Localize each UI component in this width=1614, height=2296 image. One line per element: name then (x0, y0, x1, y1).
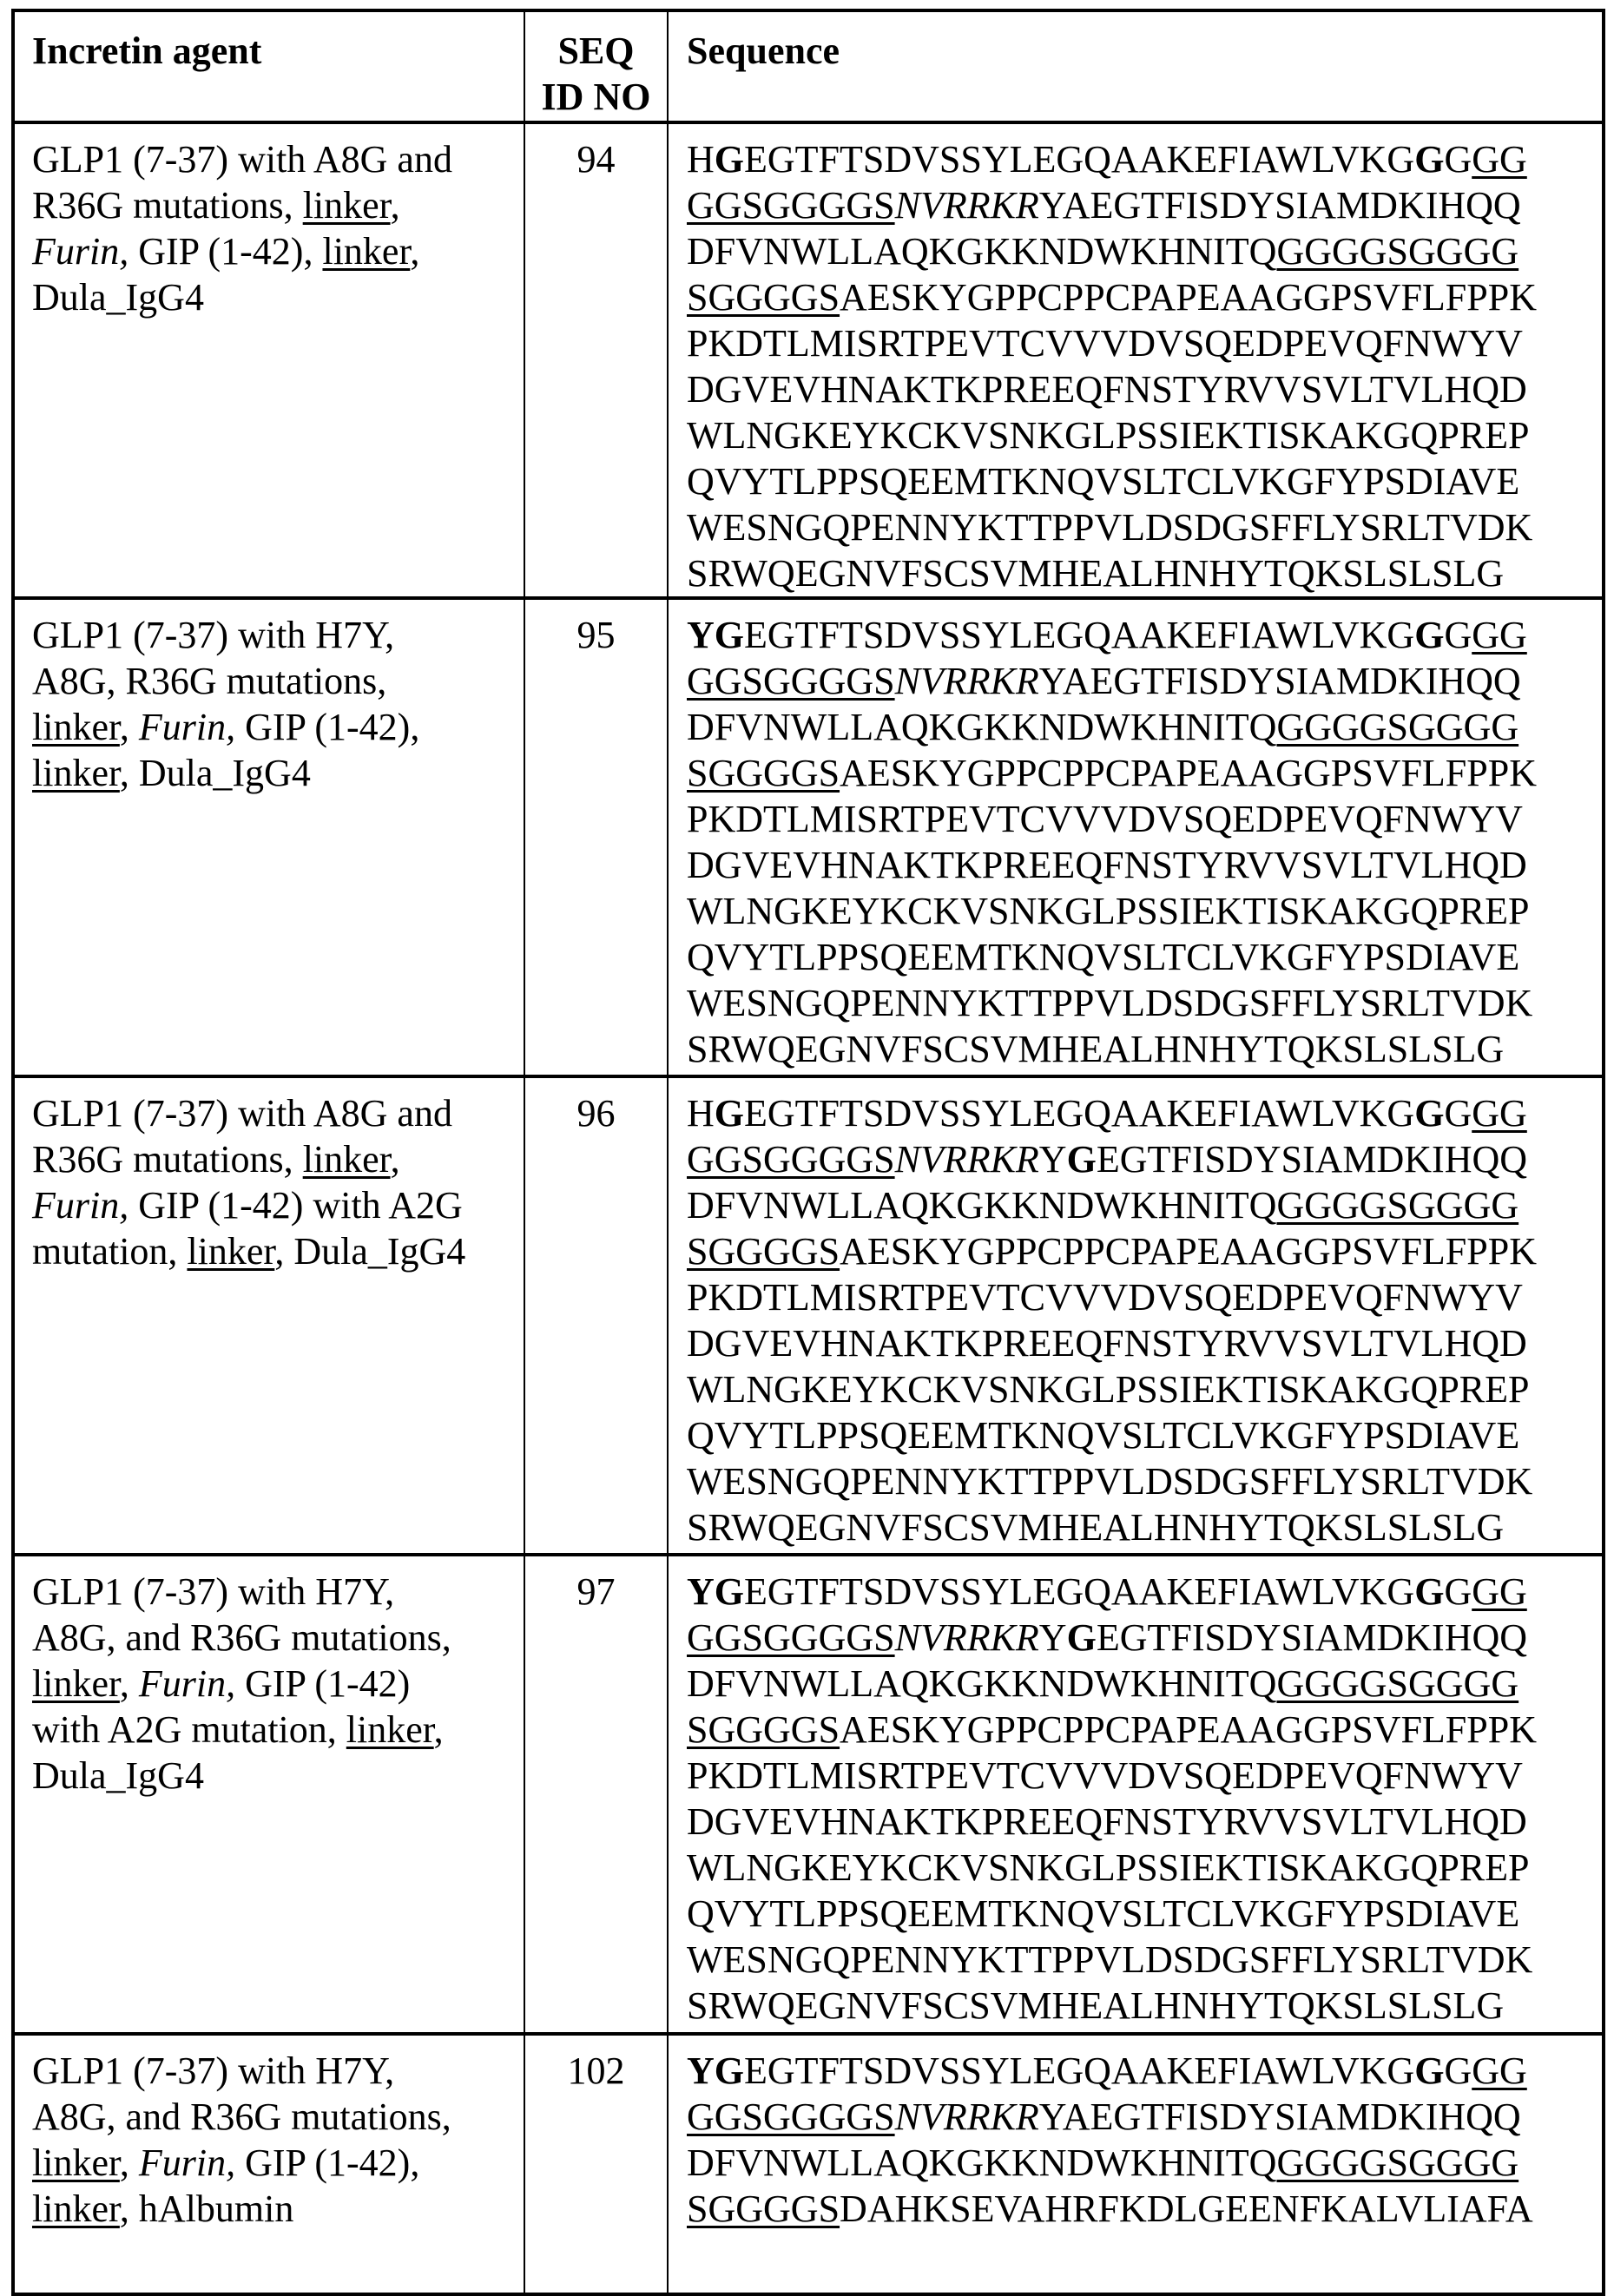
underlined-segment: GGGGSGGGG (1276, 1184, 1518, 1227)
agent-line (32, 136, 524, 182)
underlined-segment: linker (303, 184, 391, 227)
agent-line (32, 1707, 524, 1753)
underlined-segment: linker (187, 1230, 274, 1273)
bold-residue: G (1414, 138, 1444, 181)
text-segment: , (410, 230, 419, 273)
text-segment: GLP1 (7-37) with A8G and (32, 138, 452, 181)
italic-segment: NVRRKR (895, 2095, 1039, 2138)
sequence-line (687, 1891, 1602, 1937)
text-segment: GLP1 (7-37) with H7Y, (32, 2049, 394, 2092)
text-segment: QVYTLPPSQEEMTKNQVSLTCLVKGFYPSDIAVE (687, 1414, 1519, 1457)
bold-residue: G (1414, 1092, 1444, 1135)
underlined-segment: SGGGGS (687, 2187, 840, 2230)
text-segment: , (120, 2141, 139, 2184)
text-segment: , (391, 184, 400, 227)
text-segment: , (120, 706, 139, 748)
italic-segment: Furin, (32, 1184, 128, 1227)
underlined-segment: GGSGGGGS (687, 184, 895, 227)
agent-line (32, 1182, 524, 1228)
sequence-line (687, 888, 1602, 934)
text-segment: Y (1039, 1138, 1067, 1181)
sequence-line (687, 1458, 1602, 1504)
italic-segment: NVRRKR (895, 184, 1039, 227)
sequence-line (687, 1845, 1602, 1891)
text-segment: , Dula_IgG4 (120, 752, 311, 794)
sequence-line (687, 274, 1602, 320)
underlined-segment: linker (32, 1662, 120, 1705)
text-segment: WESNGQPENNYKTTPPVLDSDGSFFLYSRLTVDK (687, 982, 1532, 1024)
text-segment: , (391, 1138, 400, 1181)
text-segment: DFVNWLLAQKGKKNDWKHNITQ (687, 706, 1276, 748)
italic-segment: Furin, (139, 706, 235, 748)
sequence-line (687, 136, 1602, 182)
text-segment: DGVEVHNAKTKPREEQFNSTYRVVSVLTVLHQD (687, 844, 1527, 886)
sequence-cell (668, 122, 1604, 598)
sequence-line (687, 842, 1602, 888)
incretin-agent-cell (13, 1555, 524, 2034)
text-segment: WESNGQPENNYKTTPPVLDSDGSFFLYSRLTVDK (687, 1460, 1532, 1503)
text-segment: , Dula_IgG4 (274, 1230, 465, 1273)
underlined-segment: SGGGGS (687, 276, 840, 319)
header-seq-id (524, 10, 668, 122)
sequence-line (687, 1569, 1602, 1615)
seq-id-cell: 96 (524, 1076, 668, 1555)
text-segment: QVYTLPPSQEEMTKNQVSLTCLVKGFYPSDIAVE (687, 1892, 1519, 1935)
sequence-line (687, 1274, 1602, 1320)
bold-residue: G (1067, 1616, 1097, 1659)
text-segment: GIP (1-42) (235, 1662, 410, 1705)
sequence-line (687, 750, 1602, 796)
text-segment: G (1444, 614, 1472, 656)
text-segment: DGVEVHNAKTKPREEQFNSTYRVVSVLTVLHQD (687, 368, 1527, 411)
sequence-line (687, 658, 1602, 704)
underlined-segment: GGSGGGGS (687, 2095, 895, 2138)
sequence-line (687, 504, 1602, 550)
header-seq-id-line1: SEQ (525, 28, 667, 74)
agent-line (32, 704, 524, 750)
text-segment: H (687, 138, 715, 181)
sequence-line (687, 366, 1602, 412)
underlined-segment: GGSGGGGS (687, 660, 895, 702)
seq-id-cell: 97 (524, 1555, 668, 2034)
text-segment: EGTFTSDVSSYLEGQAAKEFIAWLVKG (744, 1092, 1414, 1135)
agent-line (32, 1228, 524, 1274)
sequence-line (687, 1799, 1602, 1845)
text-segment: WLNGKEYKCKVSNKGLPSSIEKTISKAKGQPREP (687, 1846, 1530, 1889)
underlined-segment: GGGGSGGGG (1276, 230, 1518, 273)
incretin-agent-cell (13, 122, 524, 598)
header-seq-id-line2: ID NO (525, 74, 667, 120)
text-segment: WLNGKEYKCKVSNKGLPSSIEKTISKAKGQPREP (687, 890, 1530, 932)
text-segment: EGTFTSDVSSYLEGQAAKEFIAWLVKG (744, 138, 1414, 181)
underlined-segment: linker (32, 706, 120, 748)
header-sequence: Sequence (668, 10, 1604, 122)
sequence-line (687, 1661, 1602, 1707)
sequence-line (687, 796, 1602, 842)
text-segment: DFVNWLLAQKGKKNDWKHNITQ (687, 2141, 1276, 2184)
bold-residue: YG (687, 2049, 744, 2092)
agent-line (32, 2048, 524, 2094)
sequence-line (687, 1136, 1602, 1182)
text-segment: GLP1 (7-37) with A8G and (32, 1092, 452, 1135)
sequence-cell (668, 1076, 1604, 1555)
agent-line (32, 1661, 524, 1707)
text-segment: DGVEVHNAKTKPREEQFNSTYRVVSVLTVLHQD (687, 1800, 1527, 1843)
text-segment: GLP1 (7-37) with H7Y, (32, 614, 394, 656)
underlined-segment: linker (346, 1708, 434, 1751)
text-segment: PKDTLMISRTPEVTCVVVDVSQEDPEVQFNWYV (687, 1276, 1523, 1319)
underlined-segment: linker (32, 2187, 120, 2230)
text-segment: PKDTLMISRTPEVTCVVVDVSQEDPEVQFNWYV (687, 322, 1523, 365)
agent-line (32, 750, 524, 796)
sequence-line (687, 934, 1602, 980)
agent-line (32, 182, 524, 228)
text-segment: , hAlbumin (120, 2187, 293, 2230)
sequence-line (687, 980, 1602, 1026)
sequence-line (687, 2186, 1602, 2232)
table-row (13, 2034, 1604, 2294)
table-row (13, 122, 1604, 598)
sequence-line (687, 2048, 1602, 2094)
sequence-line (687, 458, 1602, 504)
text-segment: A8G, R36G mutations, (32, 660, 386, 702)
sequence-line (687, 1983, 1602, 2029)
text-segment: R36G mutations, (32, 184, 303, 227)
text-segment: SRWQEGNVFSCSVMHEALHNHYTQKSLSLSLG (687, 1028, 1504, 1070)
text-segment: EGTFTSDVSSYLEGQAAKEFIAWLVKG (744, 614, 1414, 656)
underlined-segment: GG (1472, 1570, 1527, 1613)
text-segment: GIP (1-42), (235, 2141, 419, 2184)
underlined-segment: GG (1472, 138, 1527, 181)
text-segment: H (687, 1092, 715, 1135)
incretin-agent-cell (13, 598, 524, 1076)
seq-id-cell: 102 (524, 2034, 668, 2294)
italic-segment: NVRRKR (895, 660, 1039, 702)
text-segment: PKDTLMISRTPEVTCVVVDVSQEDPEVQFNWYV (687, 1754, 1523, 1797)
text-segment: with A2G mutation, (32, 1708, 346, 1751)
underlined-segment: GGGGSGGGG (1276, 2141, 1518, 2184)
text-segment: WESNGQPENNYKTTPPVLDSDGSFFLYSRLTVDK (687, 1938, 1532, 1981)
text-segment: Dula_IgG4 (32, 1754, 204, 1797)
header-incretin-agent: Incretin agent (13, 10, 524, 122)
sequence-cell (668, 1555, 1604, 2034)
seq-id-cell: 94 (524, 122, 668, 598)
bold-residue: YG (687, 614, 744, 656)
agent-line (32, 274, 524, 320)
header-row (13, 10, 1604, 122)
text-segment: Y (1039, 1616, 1067, 1659)
sequence-line (687, 1937, 1602, 1983)
agent-line (32, 1090, 524, 1136)
text-segment: , (434, 1708, 444, 1751)
text-segment: SRWQEGNVFSCSVMHEALHNHYTQKSLSLSLG (687, 1984, 1504, 2027)
text-segment: GIP (1-42), (128, 230, 322, 273)
table-row (13, 1076, 1604, 1555)
underlined-segment: GGSGGGGS (687, 1138, 895, 1181)
sequence-cell (668, 598, 1604, 1076)
underlined-segment: linker (322, 230, 410, 273)
underlined-segment: SGGGGS (687, 1230, 840, 1273)
sequence-line (687, 612, 1602, 658)
text-segment: R36G mutations, (32, 1138, 303, 1181)
bold-residue: YG (687, 1570, 744, 1613)
text-segment: YAEGTFISDYSIAMDKIHQQ (1039, 660, 1521, 702)
text-segment: GIP (1-42) with A2G (128, 1184, 463, 1227)
sequence-line (687, 2140, 1602, 2186)
sequence-line (687, 1707, 1602, 1753)
agent-line (32, 2140, 524, 2186)
table-row (13, 1555, 1604, 2034)
bold-residue: G (1414, 1570, 1444, 1613)
sequence-line (687, 1228, 1602, 1274)
text-segment: WLNGKEYKCKVSNKGLPSSIEKTISKAKGQPREP (687, 414, 1530, 457)
agent-line (32, 1615, 524, 1661)
underlined-segment: linker (32, 2141, 120, 2184)
text-segment: G (1444, 138, 1472, 181)
text-segment: QVYTLPPSQEEMTKNQVSLTCLVKGFYPSDIAVE (687, 460, 1519, 503)
bold-residue: G (1067, 1138, 1097, 1181)
bold-residue: G (715, 138, 744, 181)
underlined-segment: linker (303, 1138, 391, 1181)
underlined-segment: GGGGSGGGG (1276, 706, 1518, 748)
text-segment: mutation, (32, 1230, 187, 1273)
text-segment: GLP1 (7-37) with H7Y, (32, 1570, 394, 1613)
underlined-segment: linker (32, 752, 120, 794)
incretin-agent-cell (13, 1076, 524, 1555)
italic-segment: Furin, (139, 2141, 235, 2184)
agent-line (32, 612, 524, 658)
sequence-line (687, 2094, 1602, 2140)
incretin-agent-cell (13, 2034, 524, 2294)
text-segment: G (1444, 1092, 1472, 1135)
agent-line (32, 228, 524, 274)
sequence-line (687, 1412, 1602, 1458)
text-segment: AESKYGPPCPPCPAPEAAGGPSVFLFPPK (840, 1230, 1537, 1273)
text-segment: YAEGTFISDYSIAMDKIHQQ (1039, 2095, 1521, 2138)
text-segment: DFVNWLLAQKGKKNDWKHNITQ (687, 230, 1276, 273)
agent-line (32, 1753, 524, 1799)
text-segment: DAHKSEVAHRFKDLGEENFKALVLIAFA (840, 2187, 1533, 2230)
text-segment: AESKYGPPCPPCPAPEAAGGPSVFLFPPK (840, 1708, 1537, 1751)
bold-residue: G (715, 1092, 744, 1135)
sequence-line (687, 320, 1602, 366)
agent-line (32, 1136, 524, 1182)
sequence-line (687, 1753, 1602, 1799)
text-segment: EGTFISDYSIAMDKIHQQ (1097, 1138, 1527, 1181)
sequence-line (687, 1366, 1602, 1412)
text-segment: AESKYGPPCPPCPAPEAAGGPSVFLFPPK (840, 276, 1537, 319)
sequence-line (687, 182, 1602, 228)
sequence-line (687, 1320, 1602, 1366)
italic-segment: Furin, (32, 230, 128, 273)
text-segment: Dula_IgG4 (32, 276, 204, 319)
bold-residue: G (1414, 2049, 1444, 2092)
agent-line (32, 2094, 524, 2140)
text-segment: SRWQEGNVFSCSVMHEALHNHYTQKSLSLSLG (687, 552, 1504, 595)
seq-id-cell: 95 (524, 598, 668, 1076)
text-segment: DFVNWLLAQKGKKNDWKHNITQ (687, 1662, 1276, 1705)
sequence-line (687, 228, 1602, 274)
underlined-segment: GG (1472, 1092, 1527, 1135)
text-segment: SRWQEGNVFSCSVMHEALHNHYTQKSLSLSLG (687, 1506, 1504, 1549)
table-row (13, 598, 1604, 1076)
text-segment: A8G, and R36G mutations, (32, 1616, 451, 1659)
text-segment: WLNGKEYKCKVSNKGLPSSIEKTISKAKGQPREP (687, 1368, 1530, 1411)
agent-line (32, 658, 524, 704)
sequence-line (687, 1504, 1602, 1550)
text-segment: G (1444, 2049, 1472, 2092)
text-segment: , (120, 1662, 139, 1705)
text-segment: EGTFTSDVSSYLEGQAAKEFIAWLVKG (744, 2049, 1414, 2092)
text-segment: WESNGQPENNYKTTPPVLDSDGSFFLYSRLTVDK (687, 506, 1532, 549)
underlined-segment: GGGGSGGGG (1276, 1662, 1518, 1705)
sequence-line (687, 1026, 1602, 1072)
text-segment: EGTFISDYSIAMDKIHQQ (1097, 1616, 1527, 1659)
sequence-line (687, 704, 1602, 750)
text-segment: YAEGTFISDYSIAMDKIHQQ (1039, 184, 1521, 227)
text-segment: PKDTLMISRTPEVTCVVVDVSQEDPEVQFNWYV (687, 798, 1523, 840)
agent-line (32, 1569, 524, 1615)
sequence-line (687, 412, 1602, 458)
agent-line (32, 2186, 524, 2232)
sequence-line (687, 1182, 1602, 1228)
italic-segment: NVRRKR (895, 1138, 1039, 1181)
underlined-segment: SGGGGS (687, 752, 840, 794)
text-segment: QVYTLPPSQEEMTKNQVSLTCLVKGFYPSDIAVE (687, 936, 1519, 978)
underlined-segment: GGSGGGGS (687, 1616, 895, 1659)
incretin-table (11, 9, 1605, 2296)
text-segment: A8G, and R36G mutations, (32, 2095, 451, 2138)
sequence-line (687, 1090, 1602, 1136)
underlined-segment: GG (1472, 2049, 1527, 2092)
text-segment: EGTFTSDVSSYLEGQAAKEFIAWLVKG (744, 1570, 1414, 1613)
text-segment: DGVEVHNAKTKPREEQFNSTYRVVSVLTVLHQD (687, 1322, 1527, 1365)
text-segment: G (1444, 1570, 1472, 1613)
text-segment: DFVNWLLAQKGKKNDWKHNITQ (687, 1184, 1276, 1227)
text-segment: GIP (1-42), (235, 706, 419, 748)
bold-residue: G (1414, 614, 1444, 656)
sequence-cell (668, 2034, 1604, 2294)
sequence-line (687, 550, 1602, 596)
italic-segment: Furin, (139, 1662, 235, 1705)
sequence-line (687, 1615, 1602, 1661)
text-segment: AESKYGPPCPPCPAPEAAGGPSVFLFPPK (840, 752, 1537, 794)
underlined-segment: SGGGGS (687, 1708, 840, 1751)
underlined-segment: GG (1472, 614, 1527, 656)
italic-segment: NVRRKR (895, 1616, 1039, 1659)
